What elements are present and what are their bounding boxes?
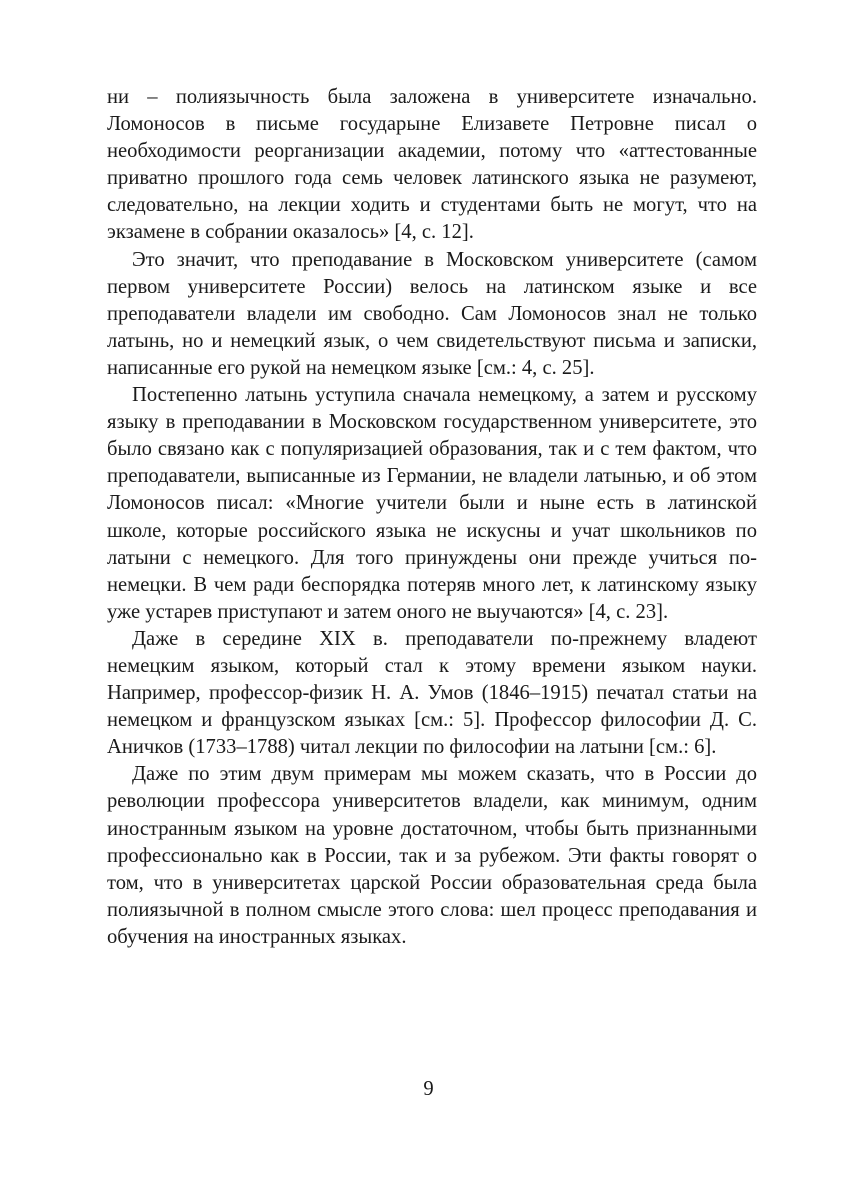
paragraph-2: Это значит, что преподавание в Московском университете (самом первом университете России) велось на латинском языке и все преподаватели владели им свободно. Сам Ломоносов знал не только латынь, но и немецкий язык, о чем свидетельствуют письма и записки, написанные его рукой на немецком языке [см.: 4, с. 25]. (107, 248, 757, 379)
page-body (107, 84, 757, 951)
paragraph-3: Постепенно латынь уступила сначала немецкому, а затем и русскому языку в преподавании в Московском государственном университете, это было связано как с популяризацией образования, так и с тем фактом, что преподаватели, выписанные из Германии, не владели латынью, и об этом Ломоносов писал: «Многие учители были и ныне есть в латинской школе, которые российского языка не искусны и учат школьников по латыни с немецкого. Для того принуждены они прежде учиться по-немецки. В чем ради беспорядка потеряв много лет, к латинскому языку уже устарев приступают и затем оного не выучаются» [4, с. 23]. (107, 384, 757, 623)
paragraph-4: Даже в середине XIX в. преподаватели по-прежнему владеют немецким языком, который стал к этому времени языком науки. Например, профессор-физик Н. А. Умов (1846–1915) печатал статьи на немецком и французском языках [см.: 5]. Профессор философии Д. С. Аничков (1733–1788) читал лекции по философии на латыни [см.: 6]. (107, 627, 757, 759)
page-number: 9 (423, 1078, 434, 1100)
paragraph-5: Даже по этим двум примерам мы можем сказать, что в России до революции профессора университетов владели, как минимум, одним иностранным языком на уровне достаточном, чтобы быть признанными профессионально как в России, так и за рубежом. Эти факты говорят о том, что в университетах царской России образовательная среда была полиязычной в полном смысле этого слова: шел процесс преподавания и обучения на иностранных языках. (107, 763, 757, 948)
paragraph-1: ни – полиязычность была заложена в университете изначально. Ломоносов в письме государыне Елизавете Петровне писал о необходимости реорганизации академии, потому что «аттестованные приватно прошлого года семь человек латинского языка не разумеют, следовательно, на лекции ходить и студентами быть не могут, что на экзамене в собрании оказалось» [4, с. 12]. (107, 86, 757, 244)
